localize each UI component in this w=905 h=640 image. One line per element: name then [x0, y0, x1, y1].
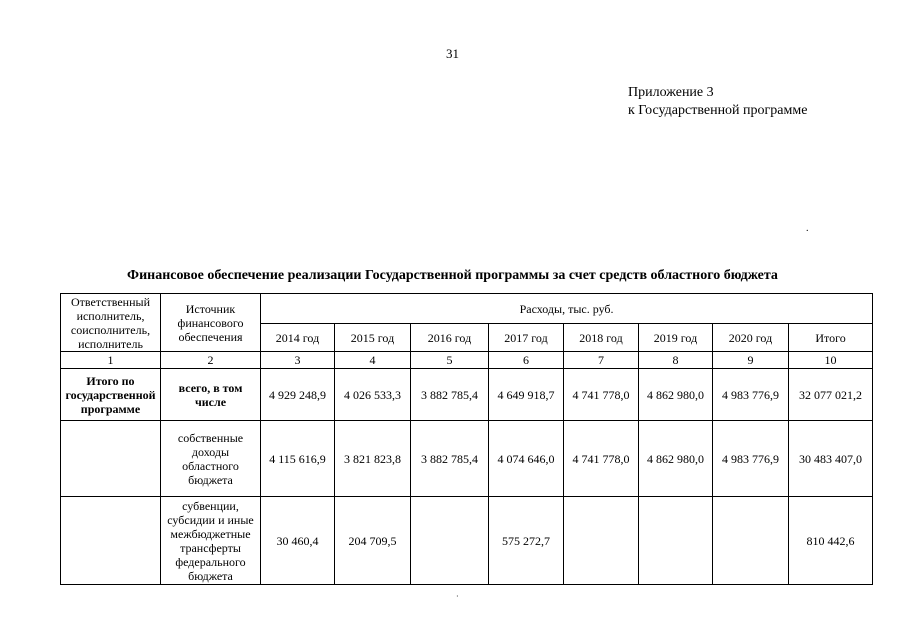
value-cell [411, 497, 489, 585]
value-cell: 3 882 785,4 [411, 421, 489, 497]
value-cell: 32 077 021,2 [789, 369, 873, 421]
value-cell: 4 862 980,0 [639, 421, 713, 497]
header-year-2016: 2016 год [411, 324, 489, 352]
column-number: 6 [489, 352, 564, 369]
appendix-line-2: к Государственной программе [628, 103, 808, 118]
table-row-total [61, 369, 873, 421]
value-cell: 4 929 248,9 [261, 369, 335, 421]
header-year-2020: 2020 год [713, 324, 789, 352]
row-source: собственные доходы областного бюджета [161, 421, 261, 497]
value-cell: 30 460,4 [261, 497, 335, 585]
column-number: 1 [61, 352, 161, 369]
value-cell: 4 983 776,9 [713, 421, 789, 497]
value-cell: 4 115 616,9 [261, 421, 335, 497]
header-row-1 [61, 294, 873, 324]
value-cell: 3 821 823,8 [335, 421, 411, 497]
value-cell [639, 497, 713, 585]
column-number: 4 [335, 352, 411, 369]
table-row-own-revenue [61, 421, 873, 497]
value-cell: 4 074 646,0 [489, 421, 564, 497]
column-number: 8 [639, 352, 713, 369]
header-total: Итого [789, 324, 873, 352]
value-cell: 575 272,7 [489, 497, 564, 585]
column-number: 5 [411, 352, 489, 369]
page-number: 31 [446, 46, 459, 61]
column-number: 2 [161, 352, 261, 369]
value-cell: 4 649 918,7 [489, 369, 564, 421]
value-cell: 30 483 407,0 [789, 421, 873, 497]
value-cell: 4 026 533,3 [335, 369, 411, 421]
header-year-2014: 2014 год [261, 324, 335, 352]
value-cell: 3 882 785,4 [411, 369, 489, 421]
row-executor: Итого по государственной программе [61, 369, 161, 421]
row-executor [61, 497, 161, 585]
column-number-row [61, 352, 873, 369]
table-row-federal-transfers [61, 497, 873, 585]
value-cell: 4 862 980,0 [639, 369, 713, 421]
column-number: 9 [713, 352, 789, 369]
value-cell: 4 983 776,9 [713, 369, 789, 421]
column-number: 7 [564, 352, 639, 369]
appendix-note [628, 84, 807, 120]
header-executor: Ответственный исполнитель, соисполнитель, исполнитель [61, 294, 161, 352]
value-cell [564, 497, 639, 585]
value-cell: 204 709,5 [335, 497, 411, 585]
header-year-2019: 2019 год [639, 324, 713, 352]
row-executor [61, 421, 161, 497]
stray-mark: · [456, 592, 459, 601]
document-title: Финансовое обеспечение реализации Государственной программы за счет средств областного бюджета [127, 268, 778, 283]
value-cell [713, 497, 789, 585]
column-number: 10 [789, 352, 873, 369]
value-cell: 4 741 778,0 [564, 421, 639, 497]
value-cell: 4 741 778,0 [564, 369, 639, 421]
header-year-2018: 2018 год [564, 324, 639, 352]
column-number: 3 [261, 352, 335, 369]
row-source: субвенции, субсидии и иные межбюджетные трансферты федерального бюджета [161, 497, 261, 585]
header-year-2015: 2015 год [335, 324, 411, 352]
appendix-line-1: Приложение 3 [628, 85, 714, 100]
row-source: всего, в том числе [161, 369, 261, 421]
stray-mark: . [806, 223, 809, 234]
value-cell: 810 442,6 [789, 497, 873, 585]
header-expenses: Расходы, тыс. руб. [261, 294, 873, 324]
header-year-2017: 2017 год [489, 324, 564, 352]
header-source: Источник финансового обеспечения [161, 294, 261, 352]
financing-table [60, 293, 873, 585]
